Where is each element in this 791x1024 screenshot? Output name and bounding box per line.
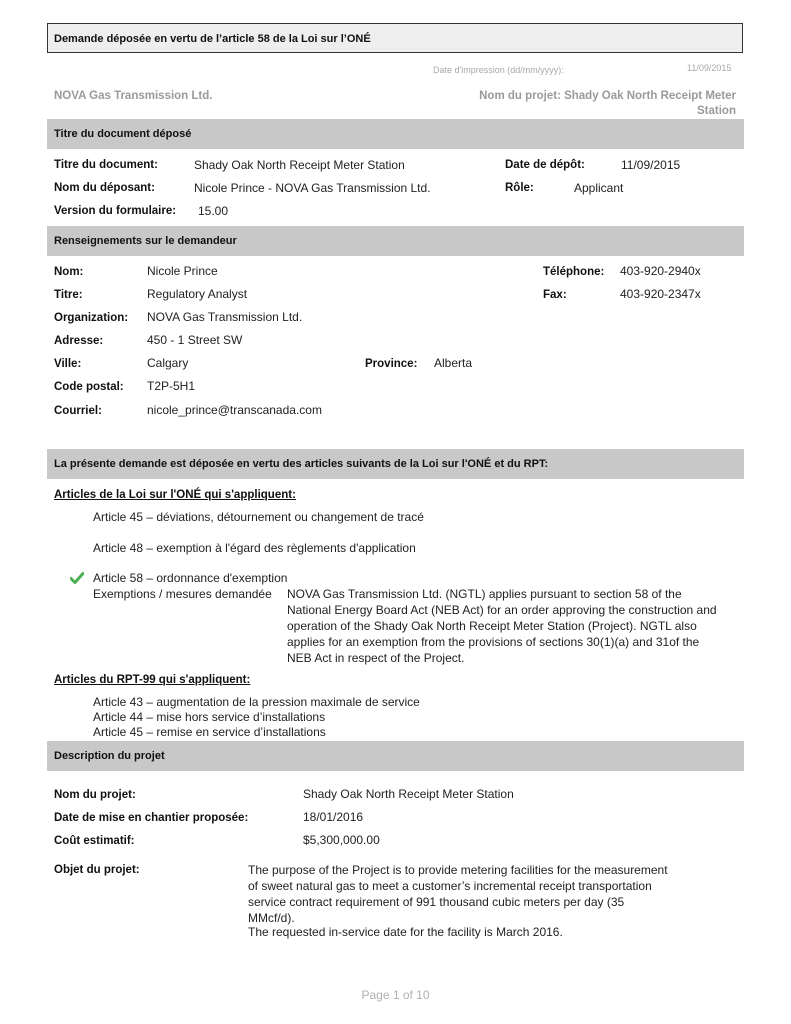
article-58-item: Article 58 – ordonnance d'exemption (93, 571, 288, 585)
rpt-article-45-item: Article 45 – remise en service d’installations (93, 725, 326, 739)
phone-label: Téléphone: (543, 266, 605, 278)
fax-value: 403-920-2347x (620, 287, 701, 301)
email-label: Courriel: (54, 405, 102, 417)
organization-label: Organization: (54, 312, 129, 324)
project-name-line2: Station (697, 105, 736, 117)
article-45-item: Article 45 – déviations, détournement ou changement de tracé (93, 510, 424, 524)
print-date-label: Date d'impression (dd/mm/yyyy): (433, 65, 564, 75)
articles-section-title: La présente demande est déposée en vertu des articles suivants de la Loi sur l'ONÉ et du RPT: (54, 458, 549, 470)
form-title-box (47, 23, 743, 53)
form-version-label: Version du formulaire: (54, 205, 177, 217)
province-label: Province: (365, 358, 418, 370)
form-title: Demande déposée en vertu de l’article 58 de la Loi sur l’ONÉ (54, 33, 371, 45)
document-section-title: Titre du document déposé (54, 128, 192, 140)
rpt-article-44-item: Article 44 – mise hors service d’installations (93, 710, 326, 724)
purpose-paragraph-1: The purpose of the Project is to provide metering facilities for the measurement of sweet natural gas to meet a customer’s incremental receipt transportation service contract requirement of 991 thousand cubic meters per day (35 MMcf/d). (248, 863, 668, 925)
applicant-title-value: Regulatory Analyst (147, 287, 248, 301)
article-48-item: Article 48 – exemption à l'égard des règlements d'application (93, 541, 416, 555)
role-label: Rôle: (505, 182, 534, 194)
applicant-section-header (47, 226, 744, 256)
neb-articles-heading: Articles de la Loi sur l'ONÉ qui s'appliquent: (54, 489, 296, 501)
filing-date-value: 11/09/2015 (621, 158, 681, 172)
project-section-title: Description du projet (54, 750, 165, 762)
organization-value: NOVA Gas Transmission Ltd. (147, 310, 303, 324)
articles-section-header (47, 449, 744, 479)
address-value: 450 - 1 Street SW (147, 333, 243, 347)
applicant-section-title: Renseignements sur le demandeur (54, 235, 237, 247)
exemptions-label: Exemptions / mesures demandée (93, 587, 272, 601)
start-date-label: Date de mise en chantier proposée: (54, 812, 249, 824)
form-version-value: 15.00 (198, 204, 229, 218)
project-name-label: Nom du projet: (54, 789, 136, 801)
filer-value: Nicole Prince - NOVA Gas Transmission Ltd. (194, 181, 431, 195)
phone-value: 403-920-2940x (620, 264, 701, 278)
role-value: Applicant (574, 181, 624, 195)
province-value: Alberta (434, 356, 473, 370)
project-name-value: Shady Oak North Receipt Meter Station (303, 787, 514, 801)
postal-code-value: T2P-5H1 (147, 379, 196, 393)
rpt-article-43-item: Article 43 – augmentation de la pression maximale de service (93, 695, 420, 709)
filer-label: Nom du déposant: (54, 182, 155, 194)
cost-label: Coût estimatif: (54, 835, 135, 847)
purpose-label: Objet du projet: (54, 864, 140, 876)
exemptions-text: NOVA Gas Transmission Ltd. (NGTL) applies pursuant to section 58 of the National Energy Board Act (NEB Act) for an order approving the construction and operation of the Shady Oak North Receipt Meter Station (Project). NGTL also applies for an exemption from the provisions of sections 30(1)(a) and 31of the NEB Act in respect of the Project. (287, 587, 717, 665)
cost-value: $5,300,000.00 (303, 833, 380, 847)
fax-label: Fax: (543, 289, 567, 301)
city-value: Calgary (147, 356, 189, 370)
project-section-header (47, 741, 744, 771)
page-number: Page 1 of 10 (361, 988, 430, 1002)
company-name: NOVA Gas Transmission Ltd. (54, 90, 213, 102)
doc-title-value: Shady Oak North Receipt Meter Station (194, 158, 405, 172)
filing-date-label: Date de dépôt: (505, 159, 585, 171)
postal-code-label: Code postal: (54, 381, 124, 393)
rpt-articles-heading: Articles du RPT-99 qui s'appliquent: (54, 674, 251, 686)
print-date-value: 11/09/2015 (687, 63, 732, 73)
applicant-name-value: Nicole Prince (147, 264, 218, 278)
applicant-name-label: Nom: (54, 266, 84, 278)
applicant-title-label: Titre: (54, 289, 83, 301)
city-label: Ville: (54, 358, 82, 370)
purpose-paragraph-2: The requested in-service date for the facility is March 2016. (248, 925, 563, 939)
checkmark-icon (70, 572, 84, 584)
doc-title-label: Titre du document: (54, 159, 158, 171)
address-label: Adresse: (54, 335, 104, 347)
project-name-line1: Nom du projet: Shady Oak North Receipt Meter (479, 90, 736, 102)
start-date-value: 18/01/2016 (303, 810, 364, 824)
email-value: nicole_prince@transcanada.com (147, 403, 322, 417)
document-section-header (47, 119, 744, 149)
